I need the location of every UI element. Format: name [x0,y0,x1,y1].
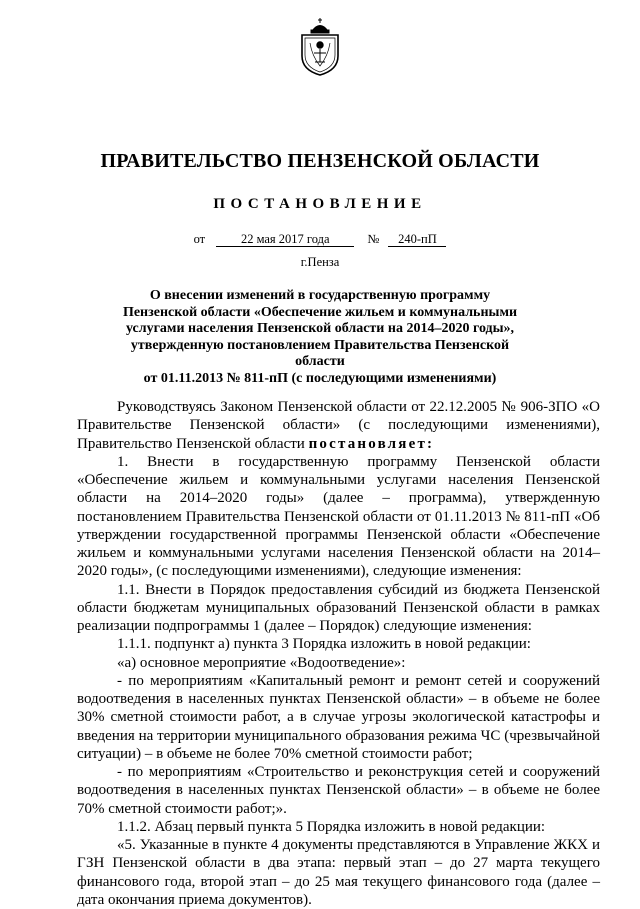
paragraph: «а) основное мероприятие «Водоотведение»: [117,654,406,671]
document-body [77,398,600,909]
city: г.Пенза [300,255,340,269]
document-number: 240-пП [388,232,446,247]
subject-line: утвержденную постановлением Правительства Пензенской области [130,337,510,370]
paragraph: 1.1.1. подпункт а) пункта 3 Порядка изложить в новой редакции: [117,636,531,653]
document-subject [110,288,530,388]
paragraph: 1.1.2. Абзац первый пункта 5 Порядка изложить в новой редакции: [117,818,546,835]
paragraph: 1.1. Внести в Порядок предоставления субсидий из бюджета Пензенской области бюджетам муниципальных образований Пензенской области в рамках реализации подпрограммы 1 (далее – Порядок) следующие изменения: [77,581,600,634]
subject-line: услугами населения Пензенской области на 2014–2020 годы», [125,321,515,337]
paragraph: «5. Указанные в пункте 4 документы представляются в Управление ЖКХ и ГЗН Пензенской области в два этапа: первый этап – до 27 марта текущего финансового года, второй этап – до 25 мая текущего финансового года (далее – дата окончания приема документов). [77,837,600,908]
government-title: ПРАВИТЕЛЬСТВО ПЕНЗЕНСКОЙ ОБЛАСТИ [100,150,540,172]
penza-coat-of-arms-icon [298,18,342,76]
paragraph-text: Руководствуясь Законом Пензенской области от 22.12.2005 № 906-ЗПО «О Правительстве Пензенской области» (с последующими изменениями), Правительство Пензенской области [77,399,600,452]
paragraph [77,398,600,453]
subject-line: Пензенской области «Обеспечение жильем и коммунальными [122,304,518,320]
date-number-line [0,232,640,247]
subject-line: от 01.11.2013 № 811-пП (с последующими изменениями) [143,370,497,386]
paragraph: 1. Внести в государственную программу Пензенской области «Обеспечение жильем и коммунальными услугами населения Пензенской области на 2014–2020 годы» (далее – программа), утвержденную постановлением Правительства Пензенской области от 01.11.2013 № 811-пП «Об утверждении государственной программы Пензенской области «Обеспечение жильем и коммунальными услугами населения Пензенской области на 2014–2020 годы», (с последующими изменениями), следующие изменения: [77,453,600,580]
number-prefix: № [367,232,380,246]
date-prefix: от [193,232,206,246]
decree-word: постановляет: [308,435,435,452]
subject-line: О внесении изменений в государственную программу [149,288,491,303]
document-type: ПОСТАНОВЛЕНИЕ [213,196,427,212]
document-date: 22 мая 2017 года [216,232,354,247]
paragraph: - по мероприятиям «Строительство и реконструкция сетей и сооружений водоотведения в населенных пунктах Пензенской области» – в объеме не более 70% сметной стоимости работ;». [77,764,600,817]
paragraph: - по мероприятиям «Капитальный ремонт и ремонт сетей и сооружений водоотведения в населенных пунктах Пензенской области» – в объеме не более 30% сметной стоимости работ, а в случае угрозы экологической катастрофы и введения на территории муниципального образования режима ЧС (чрезвычайной ситуации) – в объеме не более 70% сметной стоимости работ; [77,672,600,762]
